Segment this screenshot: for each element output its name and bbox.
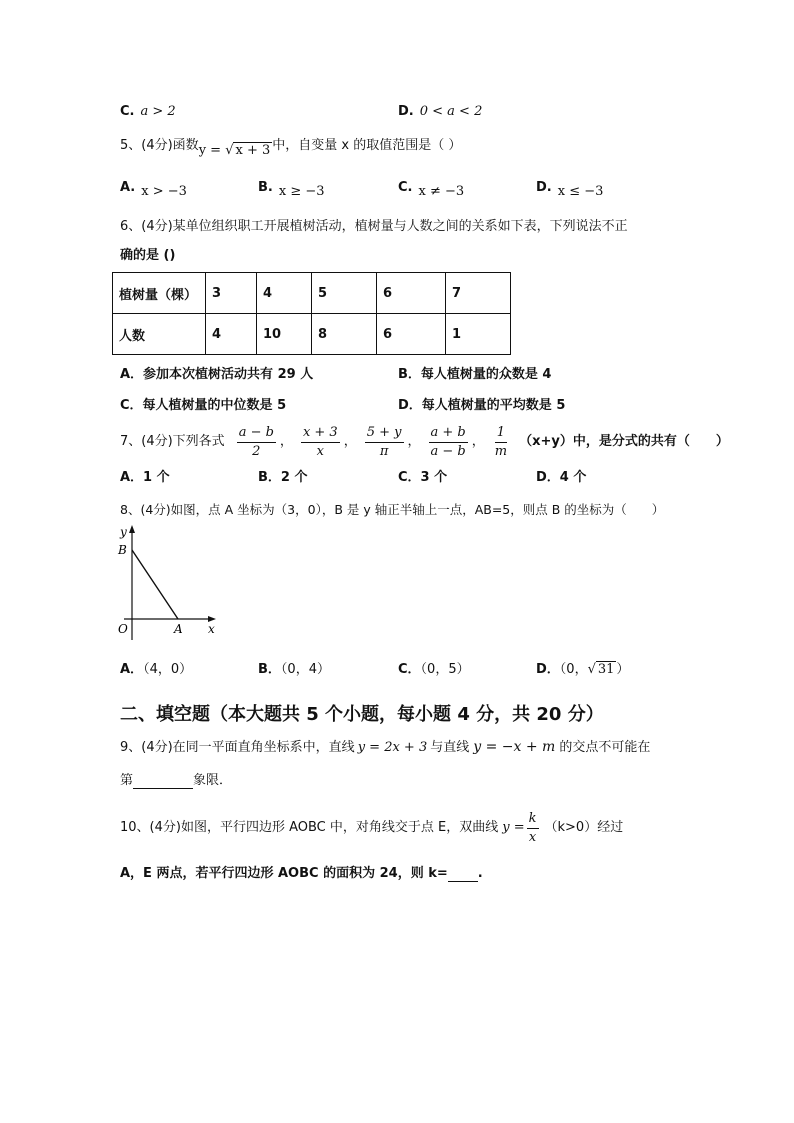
q8-figure	[112, 522, 224, 642]
q5-formula-sqrt: x + 3	[235, 143, 271, 158]
q5-option-b-value: x ≥ −3	[278, 184, 325, 199]
fraction-numerator: k	[527, 810, 539, 829]
q4-option-d	[398, 104, 482, 119]
q7-option-b: B．2 个	[258, 470, 308, 485]
q10-line2-prefix: A，E 两点，若平行四边形 AOBC 的面积为 24，则 k=	[120, 866, 448, 881]
table-cell: 人数	[113, 314, 206, 355]
q5-option-d-value: x ≤ −3	[557, 184, 604, 199]
fraction-numerator: 5 + y	[365, 424, 404, 443]
q8-option-d-close: ）	[616, 662, 630, 677]
q5-option-a-label: A.	[120, 180, 136, 195]
q5-prefix: 5、(4分)函数	[120, 138, 199, 153]
table-cell: 10	[257, 314, 312, 355]
fraction-denominator: x	[316, 443, 324, 459]
section-title: 二、填空题（本大题共 5 个小题，每小题 4 分，共 20 分）	[120, 704, 604, 725]
q4-option-c-label: C.	[120, 104, 135, 119]
table-cell: 4	[257, 273, 312, 314]
fraction-numerator: a − b	[237, 424, 276, 443]
q10-stem-line1	[120, 806, 623, 850]
table-cell: 1	[446, 314, 511, 355]
q6-stem-line2: 确的是 ()	[120, 248, 176, 263]
q9-line2-suffix: 象限．	[193, 773, 233, 788]
q7-fraction	[493, 424, 509, 461]
q9-line-a: y = 2x + 3	[357, 740, 428, 755]
q10-line2-suffix: .	[477, 866, 483, 881]
table-cell: 5	[312, 273, 377, 314]
q5-suffix: 中，自变量 x 的取值范围是（ ）	[272, 138, 462, 153]
q5-option-d	[536, 180, 604, 199]
q9-mid: 与直线	[430, 740, 470, 755]
q9-suffix: 的交点不可能在	[559, 740, 651, 755]
q10-prefix: 10、(4分)如图，平行四边形 AOBC 中，对角线交于点 E，双曲线	[120, 820, 499, 835]
q5-formula: y = √ x + 3	[198, 143, 271, 158]
q8-option-b	[258, 662, 330, 678]
q4-option-d-value: 0 < a < 2	[419, 104, 483, 119]
q4-option-c-value: a > 2	[140, 104, 176, 119]
q8-option-c-value: （0，5）	[420, 662, 470, 677]
q8-option-a	[120, 662, 192, 678]
label-a: A	[174, 622, 183, 636]
segment-ab	[132, 550, 178, 619]
table-row	[113, 273, 511, 314]
label-y: y	[120, 525, 127, 539]
q5-option-b	[258, 180, 325, 199]
q6-table	[112, 272, 511, 355]
q5-formula-y: y =	[198, 143, 222, 158]
q7-fraction	[365, 424, 404, 461]
q8-option-b-value: （0，4）	[280, 662, 330, 677]
table-cell: 6	[377, 273, 446, 314]
fraction-denominator: a − b	[430, 443, 466, 459]
fraction-denominator: 2	[252, 443, 261, 459]
q6-option-d: D．每人植树量的平均数是 5	[398, 398, 566, 413]
table-cell: 4	[206, 314, 257, 355]
table-row	[113, 314, 511, 355]
q8-option-b-label: B．	[258, 662, 281, 677]
q4-option-d-label: D.	[398, 104, 414, 119]
q7-fraction	[301, 424, 340, 461]
q10-answer-blank[interactable]	[448, 867, 478, 882]
q5-option-a	[120, 180, 187, 199]
q6-option-a: A．参加本次植树活动共有 29 人	[120, 367, 314, 382]
q5-option-a-value: x > −3	[141, 184, 187, 199]
q5-option-b-label: B.	[258, 180, 273, 195]
label-x: x	[208, 622, 215, 636]
q8-option-c	[398, 662, 470, 678]
q7-prefix: 7、(4分)下列各式	[120, 434, 225, 449]
q10-fraction	[527, 810, 539, 847]
q5-stem	[120, 138, 462, 158]
q10-suffix: （k>0）经过	[544, 820, 624, 835]
q8-option-d-sqrt: 31	[597, 662, 615, 677]
fraction-denominator: m	[494, 443, 508, 459]
q6-stem-line1: 6、(4分)某单位组织职工开展植树活动，植树量与人数之间的关系如下表，下列说法不正	[120, 219, 628, 234]
q5-option-c-value: x ≠ −3	[418, 184, 465, 199]
q5-option-c-label: C.	[398, 180, 413, 195]
q8-option-c-label: C．	[398, 662, 421, 677]
table-cell: 7	[446, 273, 511, 314]
label-b: B	[118, 543, 127, 557]
q8-stem: 8、(4分)如图，点 A 坐标为（3，0），B 是 y 轴正半轴上一点，AB=5，则点 B 的坐标为（ ）	[120, 502, 665, 517]
q9-prefix: 9、(4分)在同一平面直角坐标系中，直线	[120, 740, 355, 755]
q5-option-d-label: D.	[536, 180, 552, 195]
table-cell: 3	[206, 273, 257, 314]
q5-option-c	[398, 180, 465, 199]
table-cell: 植树量（棵）	[113, 273, 206, 314]
fraction-numerator: 1	[495, 424, 507, 443]
table-cell: 8	[312, 314, 377, 355]
q9-stem-line2	[120, 773, 232, 789]
label-o: O	[118, 622, 128, 636]
q9-stem-line1	[120, 739, 650, 756]
q8-option-d-value: （0，	[559, 662, 588, 677]
table-cell: 6	[377, 314, 446, 355]
q7-option-c: C．3 个	[398, 470, 448, 485]
q7-suffix: （x+y）中，是分式的共有（ ）	[519, 434, 729, 449]
q7-fraction	[237, 424, 276, 461]
y-axis-arrow-icon	[129, 525, 135, 533]
q8-option-d-label: D．	[536, 662, 560, 677]
fraction-denominator: π	[379, 443, 389, 459]
q10-formula-y: y =	[502, 820, 525, 835]
fraction-numerator: a + b	[429, 424, 468, 443]
q9-line-b: y = −x + m	[473, 739, 556, 755]
q6-option-c: C．每人植树量的中位数是 5	[120, 398, 287, 413]
q8-option-a-value: （4，0）	[143, 662, 193, 677]
q4-option-c	[120, 104, 176, 119]
q7-option-a: A．1 个	[120, 470, 170, 485]
q10-stem-line2	[120, 866, 483, 882]
q7-option-d: D．4 个	[536, 470, 587, 485]
q7-fraction	[429, 424, 468, 461]
q8-option-a-label: A．	[120, 662, 144, 677]
q6-option-b: B．每人植树量的众数是 4	[398, 367, 552, 382]
q9-answer-blank[interactable]	[133, 774, 193, 789]
q9-line2-prefix: 第	[120, 773, 134, 788]
fraction-numerator: x + 3	[301, 424, 340, 443]
fraction-denominator: x	[528, 829, 537, 845]
q7-stem: 7、(4分)下列各式 $\frac{a - b}{2}$ ， $\frac{x + 3}{x}$ ， $\frac{5 + y}{\pi}$ ， $\frac{a + b}{a - b}$ ， $\frac{1}{m}$ （x+y）中，是分式的共有（ ）	[120, 424, 729, 459]
q8-option-d: D．（0，√ 31 ）	[536, 662, 630, 677]
